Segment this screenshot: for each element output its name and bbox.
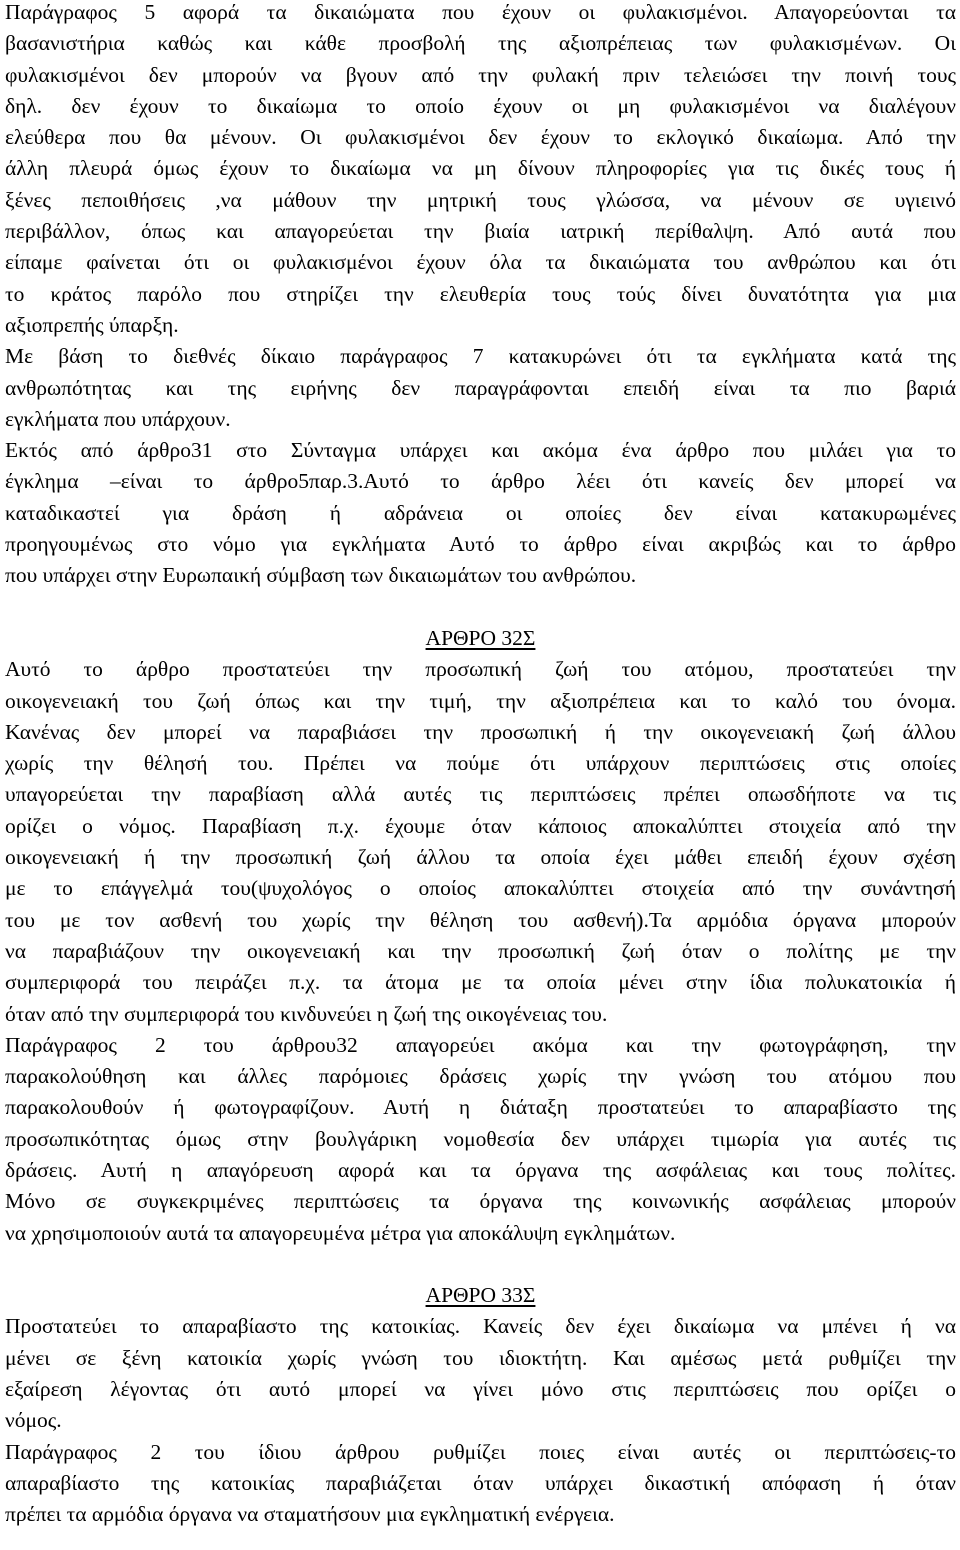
paragraph <box>5 341 956 435</box>
text-line: εξαίρεση λέγοντας ότι αυτό μπορεί να γίνει μόνο στις περιπτώσεις που ορίζει ο <box>5 1377 956 1402</box>
article-heading <box>5 623 956 654</box>
text-line: ανθρωπότητας και της ειρήνης δεν παραγράφονται επειδή είναι τα πιο βαριά <box>5 375 956 400</box>
text-line: χωρίς την θέλησή του. Πρέπει να πούμε ότι υπάρχουν περιπτώσεις στις οποίες <box>5 751 956 776</box>
text-line: απαραβίαστο της κατοικίας παραβιάζεται όταν υπάρχει δικαστική απόφαση ή όταν <box>5 1470 956 1495</box>
paragraph <box>5 0 956 341</box>
text-line: παρακολούθηση και άλλες παρόμοιες δράσεις χωρίς την γνώση του ατόμου που <box>5 1064 956 1089</box>
text-line: άλλη πλευρά όμως έχουν το δικαίωμα να μη δίνουν πληροφορίες για τις δικές τους ή <box>5 156 956 181</box>
text-line: του με τον ασθενή του χωρίς την θέληση του ασθενή).Τα αρμόδια όργανα μπορούν <box>5 907 956 932</box>
text-line: ξένες πεποιθήσεις ,να μάθουν την μητρική τους γλώσσα, να μένουν σε υγιεινό <box>5 187 956 212</box>
text-line: που υπάρχει στην Ευρωπαική σύμβαση των δικαιωμάτων του ανθρώπου. <box>5 563 637 588</box>
text-line: να παραβιάζουν την οικογενειακή και την προσωπική ζωή όταν ο πολίτης με την <box>5 938 956 963</box>
text-line: Αυτό το άρθρο προστατεύει την προσωπική ζωή του ατόμου, προστατεύει την <box>5 657 956 682</box>
text-line: εγκλήματα που υπάρχουν. <box>5 406 231 431</box>
text-line: νόμος. <box>5 1408 62 1433</box>
text-line: αξιοπρεπής ύπαρξη. <box>5 312 179 337</box>
text-line: πρέπει τα αρμόδια όργανα να σταματήσουν μια εγκληματική ενέργεια. <box>5 1502 615 1527</box>
text-line: να χρησιμοποιούν αυτά τα απαγορευμένα μέτρα για αποκάλυψη εγκλημάτων. <box>5 1220 676 1245</box>
text-line: Μόνο σε συγκεκριμένες περιπτώσεις τα όργανα της κοινωνικής ασφάλειας μπορούν <box>5 1189 956 1214</box>
text-line: Παράγραφος 2 του άρθρου32 απαγορεύει ακόμα και την φωτογράφηση, την <box>5 1032 956 1057</box>
text-line: Κανένας δεν μπορεί να παραβιάσει την προσωπική ή την οικογενειακή ζωή άλλου <box>5 719 956 744</box>
paragraph <box>5 1437 956 1531</box>
text-line: Παράγραφος 5 αφορά τα δικαιώματα που έχουν οι φυλακισμένοι. Απαγορεύονται τα <box>5 0 956 24</box>
text-line: με το επάγγελμά του(ψυχολόγος ο οποίος αποκαλύπτει στοιχεία από την συνάντησή <box>5 876 956 901</box>
text-line: Εκτός από άρθρο31 στο Σύνταγμα υπάρχει και ακόμα ένα άρθρο που μιλάει για το <box>5 438 956 463</box>
text-line: καταδικαστεί για δράση ή αδράνεια οι οποίες δεν είναι κατακυρωμένες <box>5 500 956 525</box>
article-heading-text: ΑΡΘΡΟ 33Σ <box>425 1283 536 1308</box>
text-line: φυλακισμένοι δεν μπορούν να βγουν από την φυλακή πριν τελειώσει την ποινή τους <box>5 62 956 87</box>
text-line: δηλ. δεν έχουν το δικαίωμα το οποίο έχουν οι μη φυλακισμένοι να διαλέγουν <box>5 93 956 118</box>
text-line: οικογενειακή του ζωή όπως και την τιμή, την αξιοπρέπεια και το καλό του όνομα. <box>5 688 956 713</box>
text-line: μένει σε ξένη κατοικία χωρίς γνώση του ιδιοκτήτη. Και αμέσως μετά ρυθμίζει την <box>5 1345 956 1370</box>
paragraph <box>5 435 956 591</box>
text-line: Προστατεύει το απαραβίαστο της κατοικίας. Κανείς δεν έχει δικαίωμα να μπένει ή να <box>5 1314 956 1339</box>
text-line: έγκλημα –είναι το άρθρο5παρ.3.Αυτό το άρθρο λέει ότι κανείς δεν μπορεί να <box>5 469 956 494</box>
text-line: το κράτος παρόλο που στηρίζει την ελευθερία τους τούς δίνει δυνατότητα για μια <box>5 281 956 306</box>
text-line: υπαγορεύεται την παραβίαση αλλά αυτές τις περιπτώσεις πρέπει οπωσδήποτε να τις <box>5 782 956 807</box>
article-heading <box>5 1280 956 1311</box>
paragraph <box>5 654 956 1030</box>
paragraph <box>5 1030 956 1249</box>
text-line: προηγουμένως στο νόμο για εγκλήματα Αυτό το άρθρο είναι ακριβώς και το άρθρο <box>5 532 956 557</box>
text-line: βασανιστήρια καθώς και κάθε προσβολή της αξιοπρέπειας των φυλακισμένων. Οι <box>5 31 956 56</box>
text-line: Παράγραφος 2 του ίδιου άρθρου ρυθμίζει ποιες είναι αυτές οι περιπτώσεις-το <box>5 1439 956 1464</box>
blank-line <box>5 1249 956 1280</box>
text-line: παρακολουθούν ή φωτογραφίζουν. Αυτή η διάταξη προστατεύει το απαραβίαστο της <box>5 1095 956 1120</box>
text-line: προσωπικότητας όμως στην βουλγάρικη νομοθεσία δεν υπάρχει τιμωρία για αυτές τις <box>5 1126 956 1151</box>
text-line: συμπεριφορά του πειράζει π.χ. τα άτομα με τα οποία μένει στην ίδια πολυκατοικία ή <box>5 970 956 995</box>
text-line: ελεύθερα που θα μένουν. Οι φυλακισμένοι δεν έχουν το εκλογικό δικαίωμα. Από την <box>5 125 956 150</box>
blank-line <box>5 592 956 623</box>
text-line: δράσεις. Αυτή η απαγόρευση αφορά και τα όργανα της ασφάλειας και τους πολίτες. <box>5 1157 956 1182</box>
paragraph <box>5 1311 956 1436</box>
article-heading-text: ΑΡΘΡΟ 32Σ <box>425 625 536 650</box>
text-line: είπαμε φαίνεται ότι οι φυλακισμένοι έχουν όλα τα δικαιώματα του ανθρώπου και ότι <box>5 250 956 275</box>
text-line: όταν από την συμπεριφορά του κινδυνεύει η ζωή της οικογένειας του. <box>5 1001 608 1026</box>
text-line: οικογενειακή ή την προσωπική ζωή άλλου τα οποία έχει μάθει επειδή έχουν σχέση <box>5 845 956 870</box>
text-line: ορίζει ο νόμος. Παραβίαση π.χ. έχουμε όταν κάποιος αποκαλύπτει στοιχεία από την <box>5 813 956 838</box>
text-line: περιβάλλον, όπως και απαγορεύεται την βιαία ιατρική περίθαλψη. Από αυτά που <box>5 219 956 244</box>
text-line: Με βάση το διεθνές δίκαιο παράγραφος 7 κατακυρώνει ότι τα εγκλήματα κατά της <box>5 344 956 369</box>
